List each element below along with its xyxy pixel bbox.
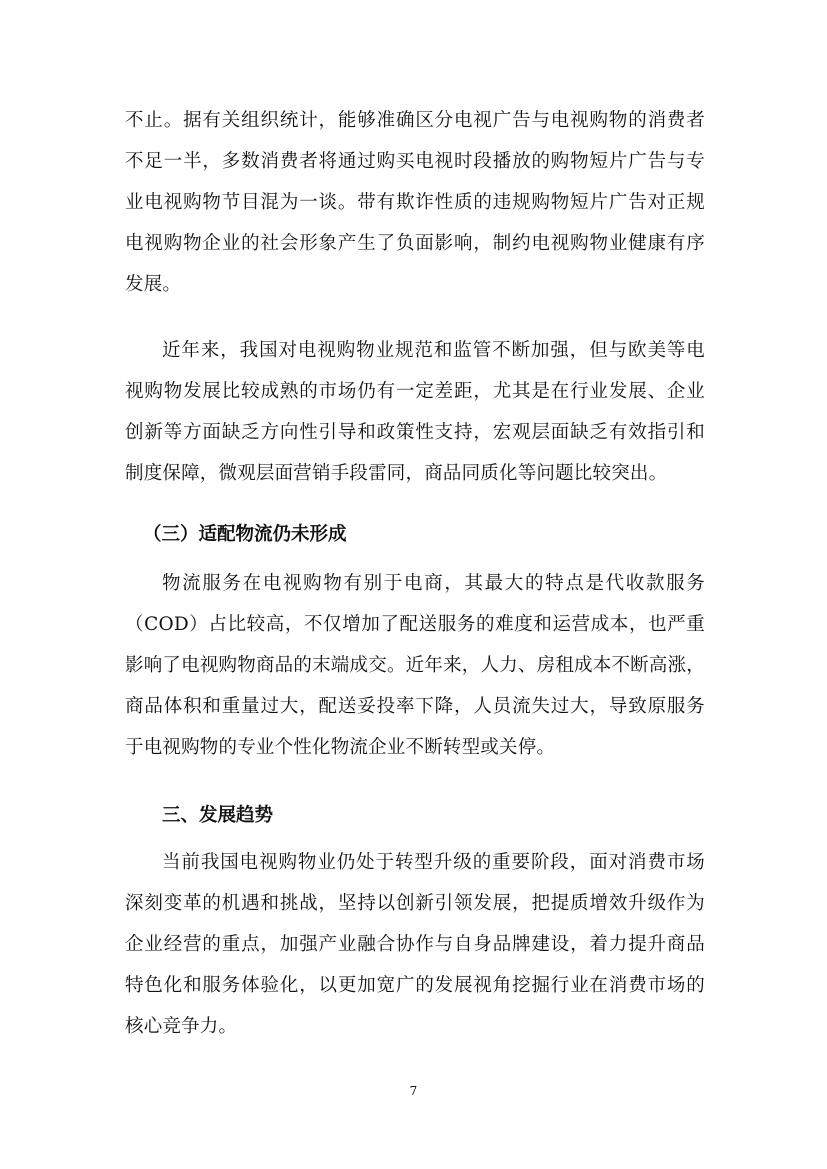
paragraph-line: 创新等方面缺乏方向性引导和政策性支持，宏观层面缺乏有效指引和 — [125, 422, 705, 443]
paragraph-line: 商品体积和重量过大，配送妥投率下降，人员流失过大，导致原服务 — [125, 696, 705, 717]
paragraph-4 — [125, 842, 705, 1047]
paragraph-line: 特色化和服务体验化，以更加宽广的发展视角挖掘行业在消费市场的 — [125, 975, 705, 996]
paragraph-line: 于电视购物的专业个性化物流企业不断转型或关停。 — [125, 737, 556, 758]
paragraph-line: 发展。 — [125, 274, 182, 295]
paragraph-line: 物流服务在电视购物有别于电商，其最大的特点是代收款服务 — [162, 573, 705, 594]
paragraph-line: 企业经营的重点，加强产业融合协作与自身品牌建设，着力提升商品 — [125, 934, 705, 955]
paragraph-line: 业电视购物节目混为一谈。带有欺诈性质的违规购物短片广告对正规 — [125, 192, 705, 213]
paragraph-line: 电视购物企业的社会形象产生了负面影响，制约电视购物业健康有序 — [125, 233, 705, 254]
paragraph-line: 核心竞争力。 — [125, 1016, 238, 1037]
paragraph-line: 制度保障，微观层面营销手段雷同，商品同质化等问题比较突出。 — [125, 463, 668, 484]
paragraph-1 — [125, 100, 705, 305]
paragraph-line: 深刻变革的机遇和挑战，坚持以创新引领发展，把提质增效升级作为 — [125, 893, 705, 914]
page-number: 7 — [409, 1084, 418, 1098]
subsection-heading: （三）适配物流仍未形成 — [143, 524, 347, 545]
paragraph-line: 视购物发展比较成熟的市场仍有一定差距，尤其是在行业发展、企业 — [125, 381, 705, 402]
paragraph-2 — [125, 330, 705, 494]
paragraph-line: 不足一半，多数消费者将通过购买电视时段播放的购物短片广告与专 — [125, 151, 705, 172]
paragraph-line: 不止。据有关组织统计，能够准确区分电视广告与电视购物的消费者 — [125, 110, 705, 131]
paragraph-3 — [125, 563, 705, 768]
section-heading: 三、发展趋势 — [162, 805, 274, 826]
paragraph-line: 影响了电视购物商品的末端成交。近年来，人力、房租成本不断高涨， — [125, 655, 705, 676]
paragraph-line: 近年来，我国对电视购物业规范和监管不断加强，但与欧美等电 — [162, 340, 705, 361]
paragraph-line: （COD）占比较高，不仅增加了配送服务的难度和运营成本，也严重 — [125, 614, 705, 635]
paragraph-line: 当前我国电视购物业仍处于转型升级的重要阶段，面对消费市场 — [162, 852, 705, 873]
